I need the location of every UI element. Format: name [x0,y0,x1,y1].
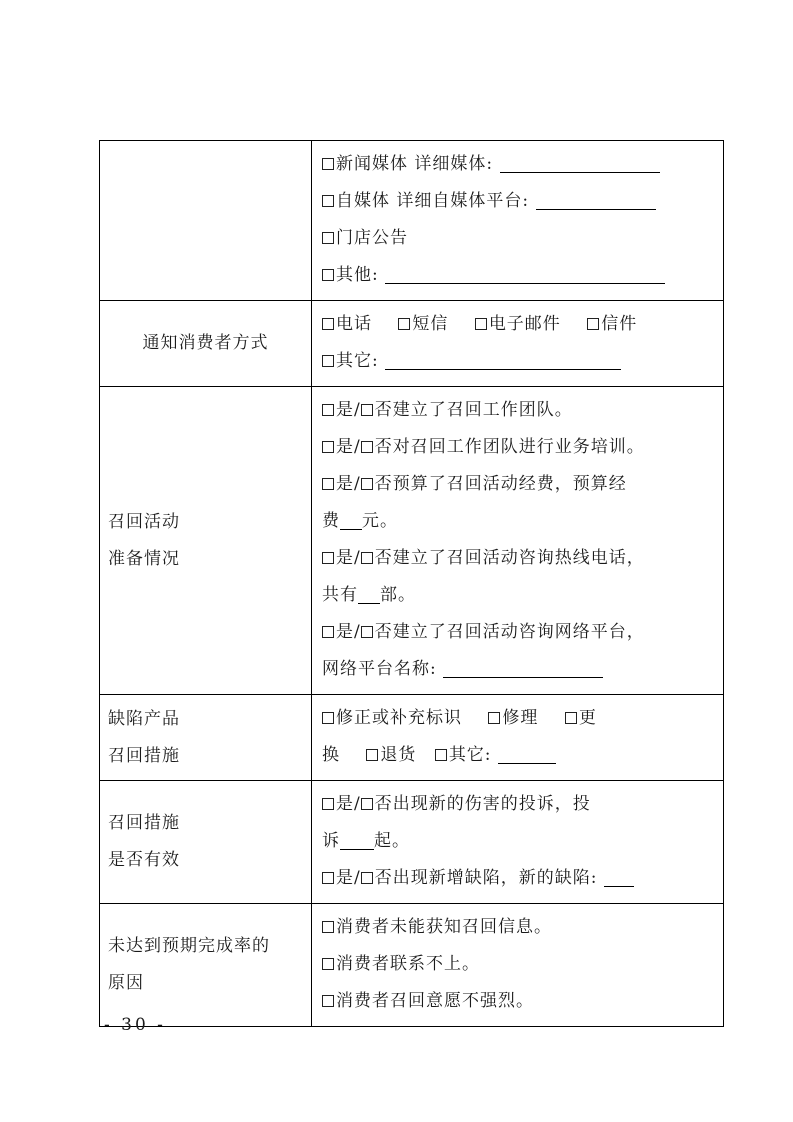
checkbox-self-media[interactable] [322,195,334,207]
other-measure-field[interactable] [498,743,556,764]
checkbox-no[interactable] [361,872,373,884]
other-channel-field[interactable] [385,263,665,284]
checkbox-replace[interactable] [565,712,577,724]
checkbox-no[interactable] [361,552,373,564]
table-row-publicity-channels: 新闻媒体 详细媒体: 自媒体 详细自媒体平台: 门店公告 其他: [100,141,724,301]
checkbox-yes[interactable] [322,626,334,638]
checkbox-other-measure[interactable] [435,749,447,761]
checkbox-other-method[interactable] [322,355,334,367]
checkbox-store-notice[interactable] [322,232,334,244]
table-row-recall-measures: 缺陷产品 召回措施 修正或补充标识 修理 更 换 退货 其它: [100,695,724,781]
row-label-measures-2: 召回措施 [108,745,180,766]
table-row-effectiveness: 召回措施 是否有效 是/ 否出现新的伤害的投诉，投 诉 起。 是/ 否出现新增缺陷，新的缺陷: [100,781,724,904]
checkbox-unreachable[interactable] [322,958,334,970]
row-label-measures-1: 缺陷产品 [108,708,180,729]
checkbox-no[interactable] [361,441,373,453]
checkbox-yes[interactable] [322,404,334,416]
budget-amount-field[interactable] [340,509,362,530]
table-row-preparation: 召回活动 准备情况 是/ 否建立了召回工作团队。 是/ 否对召回工作团队进行业务培训。 是/ 否预算了召回活动经费，预算经 费 元。 是/ 否建立了召回活动咨询热线电话， 共有 部。 是/ 否建立了召回活动咨询网络平台， 网络平台名称: [100,387,724,695]
page-number: - 30 - [104,1015,166,1035]
checkbox-other-channel[interactable] [322,269,334,281]
row-label-preparation-1: 召回活动 [108,511,180,532]
checkbox-no[interactable] [361,798,373,810]
row-label-empty [100,141,312,301]
row-label-reasons-1: 未达到预期完成率的 [108,936,270,956]
other-method-field[interactable] [385,349,621,370]
table-row-reasons: 未达到预期完成率的 原因 消费者未能获知召回信息。 消费者联系不上。 消费者召回意愿不强烈。 [100,904,724,1027]
checkbox-no[interactable] [361,404,373,416]
checkbox-refund[interactable] [366,749,378,761]
checkbox-repair[interactable] [488,712,500,724]
checkbox-low-willingness[interactable] [322,995,334,1007]
checkbox-phone[interactable] [322,318,334,330]
checkbox-correct-label[interactable] [322,712,334,724]
row-label-effective-2: 是否有效 [108,850,180,870]
self-media-detail-field[interactable] [536,189,656,210]
row-label-notify-method: 通知消费者方式 [100,301,312,387]
checkbox-letter[interactable] [587,318,599,330]
row-label-reasons-2: 原因 [108,973,144,993]
hotline-count-field[interactable] [358,583,380,604]
checkbox-news-media[interactable] [322,158,334,170]
checkbox-yes[interactable] [322,552,334,564]
checkbox-email[interactable] [475,318,487,330]
news-media-detail-field[interactable] [500,152,660,173]
checkbox-no[interactable] [361,478,373,490]
checkbox-yes[interactable] [322,478,334,490]
checkbox-not-informed[interactable] [322,921,334,933]
checkbox-yes[interactable] [322,441,334,453]
checkbox-yes[interactable] [322,872,334,884]
new-defect-field[interactable] [604,866,634,887]
table-row-notify-method: 通知消费者方式 电话 短信 电子邮件 信件 其它: [100,301,724,387]
checkbox-no[interactable] [361,626,373,638]
row-label-effective-1: 召回措施 [108,813,180,833]
recall-form-table [99,140,724,1027]
row-label-preparation-2: 准备情况 [108,548,180,569]
platform-name-field[interactable] [443,657,603,678]
checkbox-sms[interactable] [398,318,410,330]
checkbox-yes[interactable] [322,798,334,810]
complaint-count-field[interactable] [340,829,374,850]
